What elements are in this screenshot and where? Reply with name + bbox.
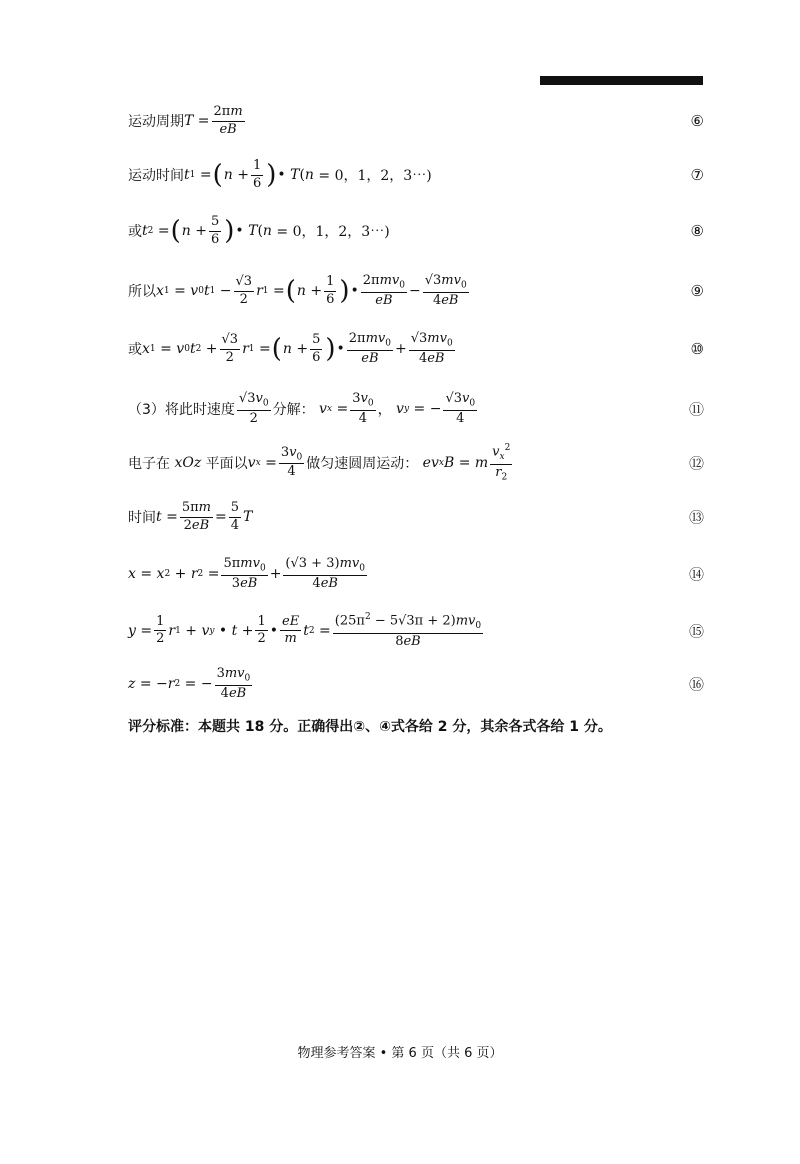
marker-8: ⑧ (690, 222, 704, 240)
marker-16: ⑯ (688, 675, 704, 694)
equation-10: 或 x 1 = v 0 t 2 + $\frac{√3}{2}$ r 1 = ( n + $\frac{5}{6}$ ) • $\frac{2\pi mv_0}{eB}$ + $\frac{√3mv_0}{4eB}$ ⑩ (128, 330, 704, 366)
marker-6: ⑥ (690, 112, 704, 130)
page-footer: 物理参考答案 • 第 6 页（共 6 页） (297, 1046, 503, 1061)
marker-9: ⑨ (690, 282, 704, 300)
label-decompose-2: 分解： (272, 402, 315, 418)
equation-14: x = x 2 + r 2 = $\frac{5\pi mv_0}{3eB}$ + $\frac{(√3 + 3)mv_0}{4eB}$ ⑭ (128, 555, 704, 591)
label-or-2: 或 (128, 342, 142, 358)
label-electron: 电子在 (128, 455, 170, 472)
marker-14: ⑭ (688, 565, 704, 584)
scoring-criteria: 评分标准：本题共 18 分。正确得出②、④式各给 2 分，其余各式各给 1 分。 (128, 719, 612, 735)
equation-12: 电子在 xOz 平面以 v x = $\frac{3v_0}{4}$ 做匀速圆周运动： ev x B = m $\frac{v_x^2}{r_2}$ ⑫ (128, 443, 704, 483)
header-bar (540, 76, 703, 85)
equation-6: 运动周期 T = $\frac{2\pi m}{eB}$ ⑥ (128, 103, 704, 137)
marker-12: ⑫ (688, 454, 704, 473)
marker-7: ⑦ (690, 166, 704, 184)
label-time: 运动时间 (128, 168, 184, 184)
equation-13: 时间 t = $\frac{5\pi m}{2eB}$ = $\frac{5}{4}$ T ⑬ (128, 499, 704, 533)
equation-9: 所以 x 1 = v 0 t 1 − $\frac{√3}{2}$ r 1 = ( n + $\frac{1}{6}$ ) • $\frac{2\pi mv_0}{eB}$ − $\frac{√3mv_0}{4eB}$ ⑨ (128, 272, 704, 308)
label-plane: 平面以 (205, 455, 248, 472)
label-decompose: （3）将此时速度 (128, 402, 235, 418)
marker-13: ⑬ (688, 508, 704, 527)
equation-8: 或 t 2 = ( n + $\frac{5}{6}$ ) • T ( n = 0，1，2，3⋯) ⑧ (128, 213, 704, 247)
equation-7: 运动时间 t 1 = ( n + $\frac{1}{6}$ ) • T ( n = 0，1，2，3⋯) ⑦ (128, 157, 704, 191)
marker-15: ⑮ (688, 622, 704, 641)
label-or-1: 或 (128, 224, 142, 240)
equation-15: y = $\frac{1}{2}$ r 1 + v y • t + $\frac{1}{2}$ • $\frac{eE}{m}$ t 2 = $\frac{(25\pi^2 - 5√3\pi + 2)mv_0}{8eB}$ ⑮ (128, 612, 704, 649)
label-so: 所以 (128, 284, 156, 300)
label-time-2: 时间 (128, 510, 156, 526)
label-circular: 做匀速圆周运动： (306, 455, 419, 472)
equation-11: （3）将此时速度 $\frac{√3v_0}{2}$ 分解： v x = $\frac{3v_0}{4}$ ， v y = − $\frac{√3v_0}{4}$ ⑪ (128, 390, 704, 426)
equation-16: z = − r 2 = − $\frac{3mv_0}{4eB}$ ⑯ (128, 665, 704, 701)
marker-11: ⑪ (688, 400, 704, 419)
marker-10: ⑩ (690, 340, 704, 358)
label-period: 运动周期 (128, 114, 184, 130)
